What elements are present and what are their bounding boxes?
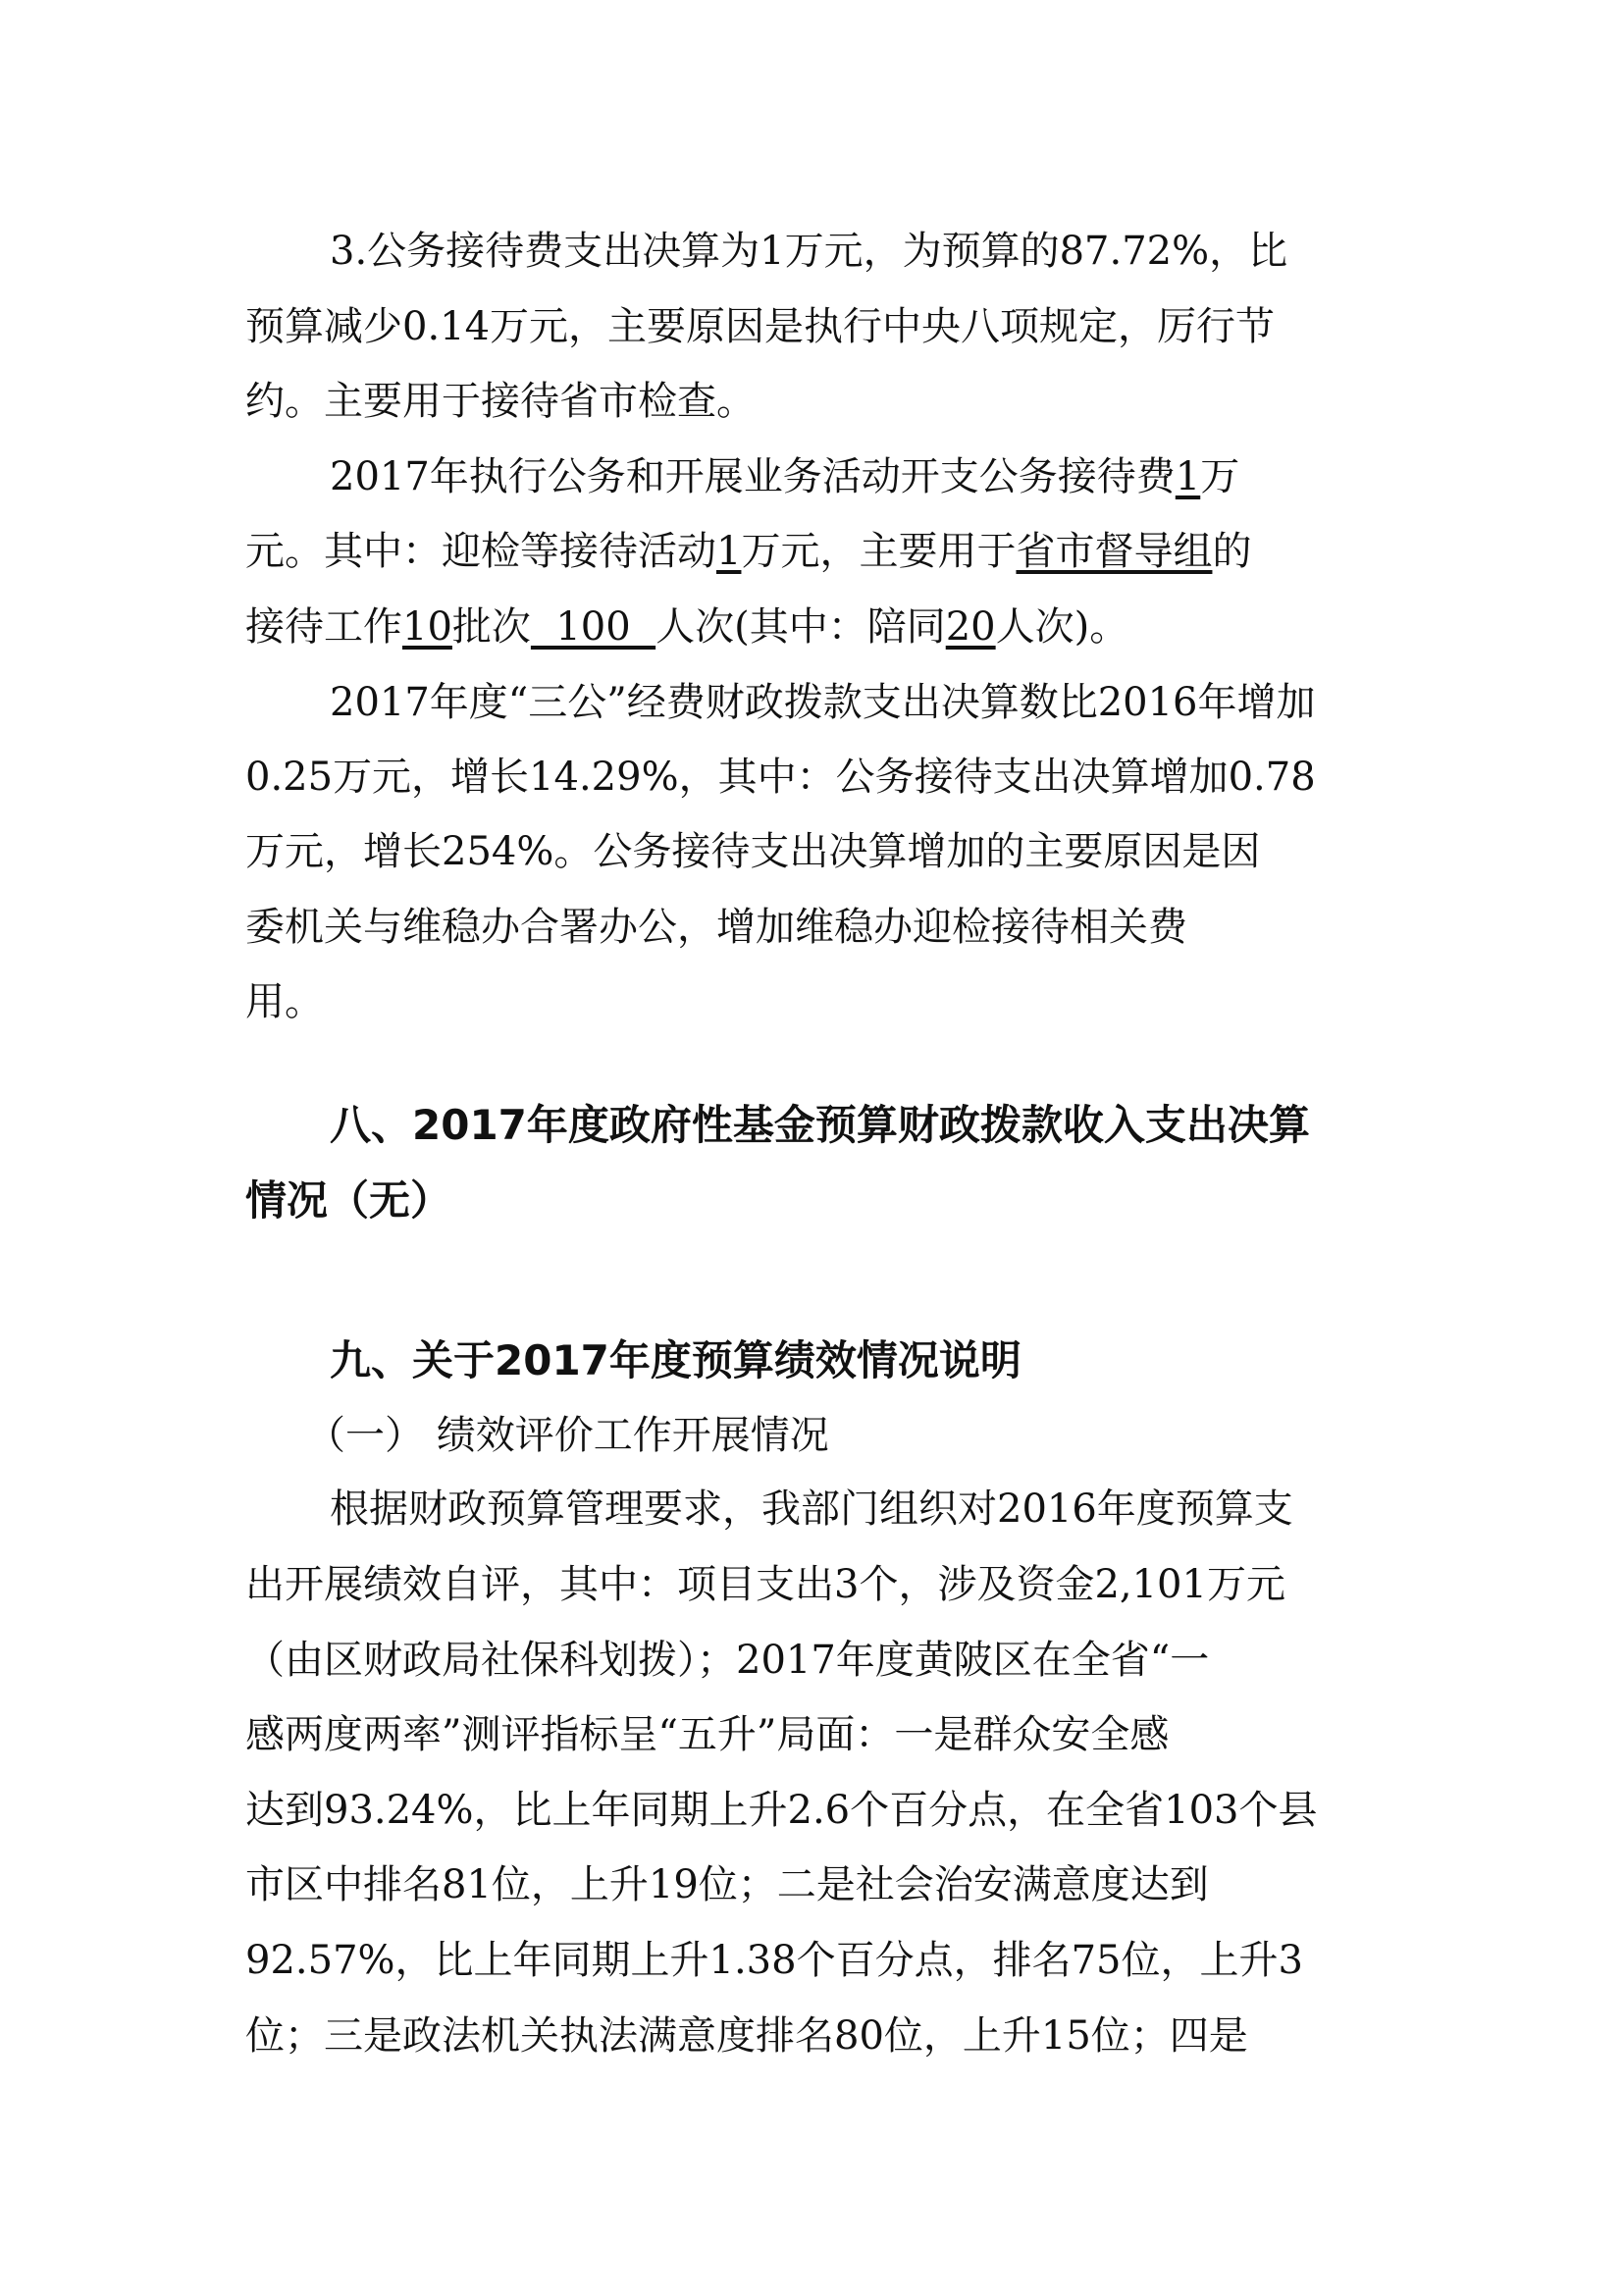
underlined-value: 省市督导组 [1016,529,1213,574]
paragraph-3-line-2: 0.25万元，增长14.29%，其中：公务接待支出决算增加0.78 [245,755,1316,800]
paragraph-1-line-3: 约。主要用于接待省市检查。 [245,379,756,424]
text-span: 万 [1200,454,1240,499]
section-heading-8: 八、2017年度政府性基金预算财政拨款收入支出决算 [330,1101,1310,1149]
text-span: 的 [1212,529,1252,574]
text-span: 批次 [451,604,531,650]
paragraph-2-line-3 [245,600,1128,654]
paragraph-1-line-1: 3.公务接待费支出决算为1万元，为预算的87.72%，比 [330,229,1288,274]
text-span: 2017年执行公务和开展业务活动开支公务接待费 [330,454,1176,499]
paragraph-4-line-3: （由区财政局社保科划拨）；2017年度黄陂区在全省“一 [245,1638,1210,1683]
paragraph-4-line-8: 位；三是政法机关执法满意度排名80位，上升15位；四是 [245,2013,1248,2059]
paragraph-3-line-5: 用。 [245,979,324,1024]
text-span: 人次)。 [995,604,1129,650]
text-span: 人次(其中：陪同 [655,604,946,650]
text-span: 接待工作 [245,604,402,650]
underlined-value: 20 [945,604,996,650]
underlined-value: 1 [716,529,742,574]
paragraph-2-line-1 [330,449,1239,504]
paragraph-4-line-5: 达到93.24%，比上年同期上升2.6个百分点，在全省103个县 [245,1788,1318,1833]
underlined-value: 100 [530,604,656,650]
paragraph-3-line-3: 万元，增长254%。公务接待支出决算增加的主要原因是因 [245,829,1261,874]
section-heading-9: 九、关于2017年度预算绩效情况说明 [330,1336,1022,1384]
text-span: 元。其中：迎检等接待活动 [245,529,716,574]
paragraph-2-line-2 [245,524,1251,579]
paragraph-3-line-1: 2017年度“三公”经费财政拨款支出决算数比2016年增加 [330,680,1316,725]
paragraph-4-line-2: 出开展绩效自评，其中：项目支出3个，涉及资金2,101万元 [245,1562,1285,1607]
paragraph-4-line-6: 市区中排名81位，上升19位；二是社会治安满意度达到 [245,1862,1209,1907]
underlined-value: 1 [1175,454,1201,499]
paragraph-4-line-7: 92.57%，比上年同期上升1.38个百分点，排名75位，上升3 [245,1938,1303,1983]
subsection-heading: （一） 绩效评价工作开展情况 [306,1413,829,1458]
paragraph-1-line-2: 预算减少0.14万元，主要原因是执行中央八项规定，厉行节 [245,304,1276,349]
underlined-value: 10 [402,604,452,650]
section-heading-8-continued: 情况（无） [245,1176,452,1225]
paragraph-4-line-4: 感两度两率”测评指标呈“五升”局面：一是群众安全感 [245,1712,1170,1757]
paragraph-4-line-1: 根据财政预算管理要求，我部门组织对2016年度预算支 [330,1487,1293,1532]
paragraph-3-line-4: 委机关与维稳办合署办公，增加维稳办迎检接待相关费 [245,905,1187,950]
text-span: 万元，主要用于 [741,529,1017,574]
